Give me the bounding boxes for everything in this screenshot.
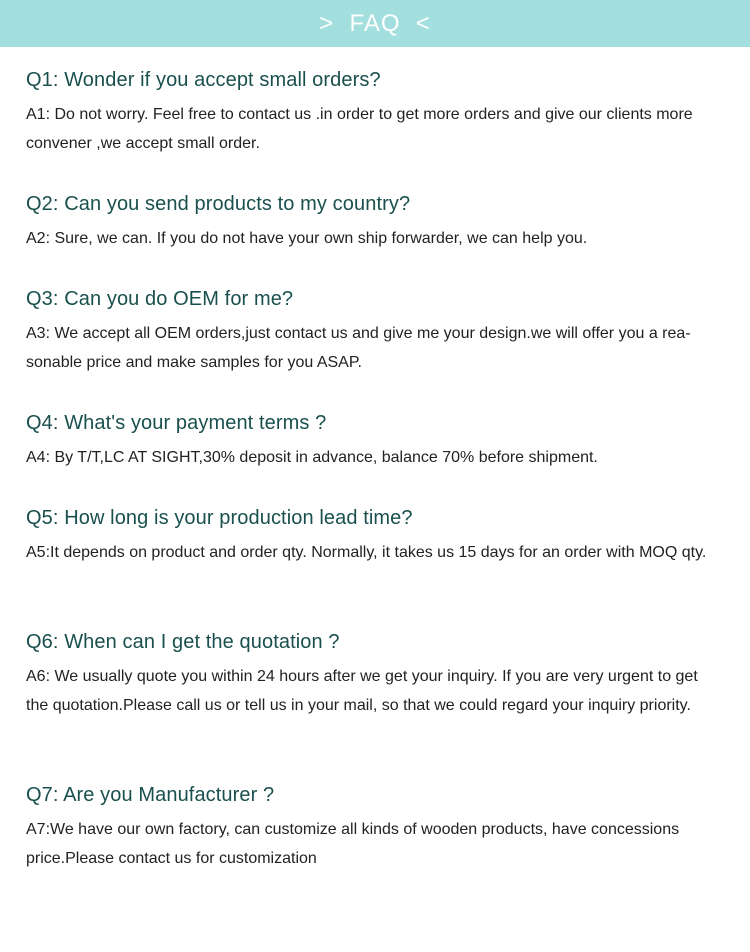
faq-question-q1: Q1: Wonder if you accept small orders? xyxy=(26,69,381,91)
faq-answer-wrap-q7 xyxy=(26,815,724,873)
faq-question-q4: Q4: What's your payment terms ? xyxy=(26,412,327,434)
faq-answer-wrap-q5 xyxy=(26,538,724,567)
faq-header-banner xyxy=(0,0,750,47)
faq-item-q1 xyxy=(26,68,724,158)
faq-item-q5 xyxy=(26,506,724,567)
faq-item-q4 xyxy=(26,411,724,472)
faq-question-q6: Q6: When can I get the quotation ? xyxy=(26,631,340,653)
faq-answer-wrap-q4 xyxy=(26,443,724,472)
faq-item-q7 xyxy=(26,783,724,873)
faq-answer-a3: A3: We accept all OEM orders,just contact us and give me your design.we will offer you a rea-sonable price and make samples for you ASAP. xyxy=(26,325,691,371)
faq-question-q3: Q3: Can you do OEM for me? xyxy=(26,288,294,310)
faq-answer-wrap-q2 xyxy=(26,224,724,253)
faq-header-title: > FAQ < xyxy=(319,9,431,37)
faq-item-q2 xyxy=(26,192,724,253)
faq-answer-a2: A2: Sure, we can. If you do not have your own ship forwarder, we can help you. xyxy=(26,230,588,247)
faq-answer-a6: A6: We usually quote you within 24 hours after we get your inquiry. If you are very urgent to get the quotation.Please call us or tell us in your mail, so that we could regard your inquiry priority. xyxy=(26,668,698,714)
faq-answer-wrap-q3 xyxy=(26,319,724,377)
faq-answer-a4: A4: By T/T,LC AT SIGHT,30% deposit in advance, balance 70% before shipment. xyxy=(26,449,598,466)
faq-question-q2: Q2: Can you send products to my country? xyxy=(26,193,411,215)
faq-question-q5: Q5: How long is your production lead time? xyxy=(26,507,413,529)
faq-item-q6 xyxy=(26,630,724,720)
faq-answer-wrap-q6 xyxy=(26,662,724,720)
faq-answer-a1: A1: Do not worry. Feel free to contact us .in order to get more orders and give our clients more convener ,we accept small order. xyxy=(26,106,693,152)
faq-item-q3 xyxy=(26,287,724,377)
faq-question-q7: Q7: Are you Manufacturer ? xyxy=(26,784,275,806)
faq-answer-wrap-q1 xyxy=(26,100,724,158)
faq-answer-a5: A5:It depends on product and order qty. Normally, it takes us 15 days for an order with MOQ qty. xyxy=(26,544,707,561)
faq-answer-a7: A7:We have our own factory, can customize all kinds of wooden products, have concessions price.Please contact us for customization xyxy=(26,821,680,867)
